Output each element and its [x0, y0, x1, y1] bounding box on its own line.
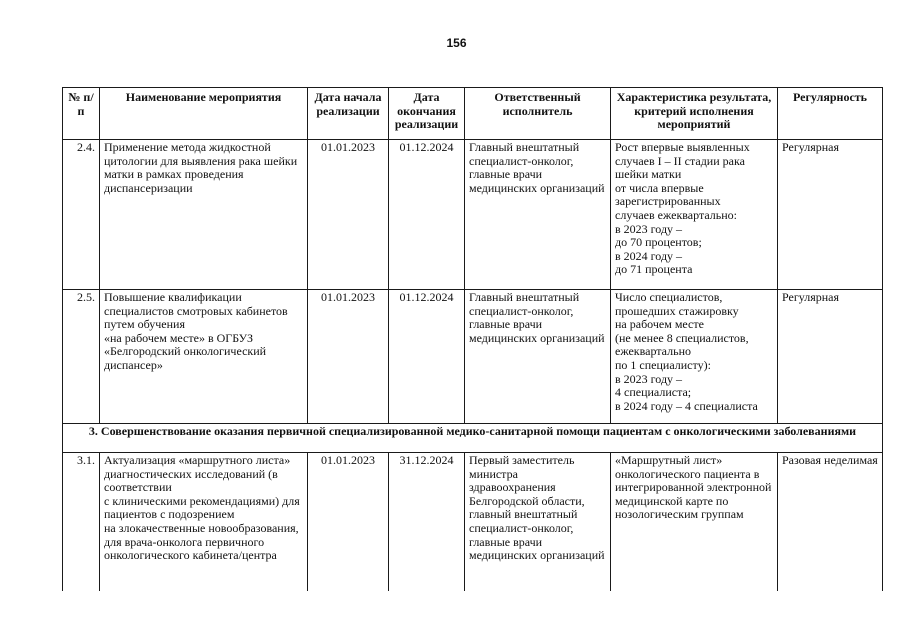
measures-table — [62, 87, 883, 593]
row-number: 3.1. — [63, 453, 100, 593]
result: Рост впервые выявленных случаев I – II стадии рака шейки матки от числа впервые зарегистрированных случаев ежеквартально: в 2023 году – до 70 процентов; в 2024 году – до 71 процента — [611, 140, 778, 290]
table-row — [63, 140, 883, 290]
table-row — [63, 453, 883, 593]
start-date: 01.01.2023 — [308, 453, 389, 593]
header-name: Наименование мероприятия — [100, 88, 308, 140]
regularity: Регулярная — [778, 290, 883, 424]
result: Число специалистов, прошедших стажировку на рабочем месте (не менее 8 специалистов, ежеквартально по 1 специалисту): в 2023 году – 4 специалиста; в 2024 году – 4 специалиста — [611, 290, 778, 424]
section-title: 3. Совершенствование оказания первичной специализированной медико-санитарной помощи пациентам с онкологическими заболеваниями — [63, 424, 883, 453]
header-responsible: Ответственный исполнитель — [465, 88, 611, 140]
measure-name: Повышение квалификации специалистов смотровых кабинетов путем обучения «на рабочем месте» в ОГБУЗ «Белгородский онкологический диспансер» — [100, 290, 308, 424]
result: «Маршрутный лист» онкологического пациента в интегрированной электронной медицинской карте по нозологическим группам — [611, 453, 778, 593]
header-num: № п/п — [63, 88, 100, 140]
row-number: 2.5. — [63, 290, 100, 424]
responsible: Главный внештатный специалист-онколог, главные врачи медицинских организаций — [465, 140, 611, 290]
table-row — [63, 290, 883, 424]
row-number: 2.4. — [63, 140, 100, 290]
end-date: 31.12.2024 — [389, 453, 465, 593]
header-end-date: Дата окончания реализации — [389, 88, 465, 140]
table-header-row — [63, 88, 883, 140]
section-row — [63, 424, 883, 453]
start-date: 01.01.2023 — [308, 290, 389, 424]
start-date: 01.01.2023 — [308, 140, 389, 290]
page-bottom-margin — [0, 591, 913, 640]
measure-name: Актуализация «маршрутного листа» диагностических исследований (в соответствии с клиническими рекомендациями) для пациентов с подозрением на злокачественные новообразования, для врача-онколога первичного онкологического кабинета/центра — [100, 453, 308, 593]
page-number: 156 — [446, 36, 467, 50]
end-date: 01.12.2024 — [389, 140, 465, 290]
responsible: Главный внештатный специалист-онколог, главные врачи медицинских организаций — [465, 290, 611, 424]
end-date: 01.12.2024 — [389, 290, 465, 424]
header-start-date: Дата начала реализации — [308, 88, 389, 140]
header-regularity: Регулярность — [778, 88, 883, 140]
regularity: Регулярная — [778, 140, 883, 290]
measure-name: Применение метода жидкостной цитологии для выявления рака шейки матки в рамках проведения диспансеризации — [100, 140, 308, 290]
responsible: Первый заместитель министра здравоохранения Белгородской области, главный внештатный специалист-онколог, главные врачи медицинских организаций — [465, 453, 611, 593]
header-result: Характеристика результата, критерий исполнения мероприятий — [611, 88, 778, 140]
regularity: Разовая неделимая — [778, 453, 883, 593]
